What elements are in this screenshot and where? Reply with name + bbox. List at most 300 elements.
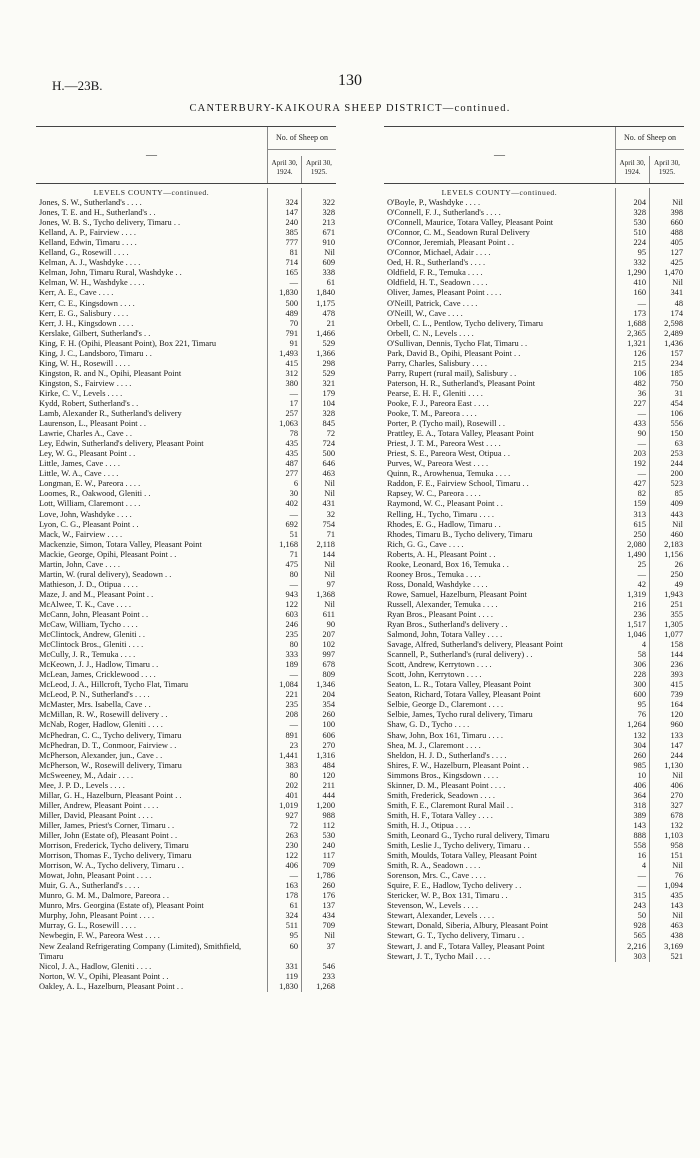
sheep-1925: 321 bbox=[322, 378, 335, 388]
owner-name: Lawrie, Charles A., Cave . . bbox=[36, 429, 268, 439]
owner-name: Pooke, T. M., Pareora . . . . bbox=[384, 409, 616, 419]
sheep-1925: 754 bbox=[322, 519, 335, 529]
sheep-1925: Nil bbox=[672, 278, 683, 288]
owner-name: Little, W. A., Cave . . . . bbox=[36, 469, 268, 479]
sheep-1925: 484 bbox=[322, 760, 335, 770]
sheep-1924: 60 bbox=[268, 942, 302, 962]
sheep-1925: 144 bbox=[322, 549, 335, 559]
header-dash: — bbox=[36, 127, 268, 183]
sheep-1925: 546 bbox=[322, 961, 335, 971]
owner-name: Kerr, C. E., Kingsdown . . . . bbox=[36, 299, 268, 309]
sheep-1924: 208 bbox=[268, 710, 302, 720]
sheep-1925: 3,169 bbox=[664, 941, 683, 951]
owner-name: Rich, G. G., Cave . . . . bbox=[384, 540, 616, 550]
owner-name: Smith, H. J., Otipua . . . . bbox=[384, 821, 616, 831]
sheep-1924: 78 bbox=[268, 429, 302, 439]
sheep-1925: 338 bbox=[322, 268, 335, 278]
owner-name: Scott, John, Kerrytown . . . . bbox=[384, 670, 616, 680]
sheep-1925: 478 bbox=[322, 308, 335, 318]
sheep-1924: 1,046 bbox=[616, 630, 650, 640]
sheep-1924: 427 bbox=[616, 479, 650, 489]
sheep-1924: 192 bbox=[616, 459, 650, 469]
owner-name: Raymond, W. C., Pleasant Point . . bbox=[384, 499, 616, 509]
sheep-1925: 236 bbox=[670, 660, 683, 670]
sheep-1925: 137 bbox=[322, 901, 335, 911]
sheep-1925: 328 bbox=[322, 409, 335, 419]
owner-name: Prattley, E. A., Totara Valley, Pleasant Point bbox=[384, 429, 616, 439]
page-number: 130 bbox=[338, 72, 362, 89]
sheep-1924: 147 bbox=[268, 208, 302, 218]
sheep-1925: 660 bbox=[670, 218, 683, 228]
sheep-1925: 31 bbox=[674, 388, 683, 398]
sheep-1924: 260 bbox=[616, 751, 650, 761]
sheep-1925: 709 bbox=[322, 921, 335, 931]
sheep-1925: 72 bbox=[326, 429, 335, 439]
document-reference: H.—23B. bbox=[52, 78, 103, 93]
sheep-1924: 106 bbox=[616, 369, 650, 379]
sheep-1924: 122 bbox=[268, 600, 302, 610]
sheep-1924: 1,830 bbox=[268, 288, 302, 298]
sheep-1924: 95 bbox=[616, 700, 650, 710]
sheep-1924: 236 bbox=[616, 610, 650, 620]
sheep-1925: 523 bbox=[670, 479, 683, 489]
sheep-1924: 90 bbox=[616, 429, 650, 439]
sheep-1924: 433 bbox=[616, 419, 650, 429]
sheep-1925: 750 bbox=[670, 378, 683, 388]
sheep-1925: Nil bbox=[324, 479, 335, 489]
owner-name: Skinner, D. M., Pleasant Point . . . . bbox=[384, 781, 616, 791]
owner-name: Shea, M. J., Claremont . . . . bbox=[384, 741, 616, 751]
owner-name: Stewart, G. T., Tycho delivery, Timaru . . bbox=[384, 931, 616, 941]
sheep-1924: 985 bbox=[616, 761, 650, 771]
sheep-1925: 120 bbox=[670, 710, 683, 720]
owner-name: Mackenzie, Simon, Totara Valley, Pleasant Point bbox=[36, 540, 268, 550]
owner-name: Kelman, John, Timaru Rural, Washdyke . . bbox=[36, 268, 268, 278]
sheep-1925: 1,470 bbox=[664, 268, 683, 278]
owner-name: Rapsey, W. C., Pareora . . . . bbox=[384, 489, 616, 499]
sheep-1925: 147 bbox=[670, 740, 683, 750]
sheep-1925: 709 bbox=[322, 861, 335, 871]
sheep-1924: 1,490 bbox=[616, 550, 650, 560]
sheep-1925: 443 bbox=[670, 509, 683, 519]
sheep-1924: 435 bbox=[268, 449, 302, 459]
owner-name: McPhedran, C. C., Tycho delivery, Timaru bbox=[36, 731, 268, 741]
sheep-1924: 891 bbox=[268, 731, 302, 741]
owner-name: Kelman, W. H., Washdyke . . . . bbox=[36, 278, 268, 288]
sheep-1924: 530 bbox=[616, 218, 650, 228]
owner-name: Relling, H., Tycho, Timaru . . . . bbox=[384, 510, 616, 520]
sheep-1925: 355 bbox=[670, 609, 683, 619]
sheep-1924: 1,084 bbox=[268, 680, 302, 690]
sheep-1925: 438 bbox=[670, 931, 683, 941]
sheep-1925: 102 bbox=[322, 640, 335, 650]
sheep-1925: 71 bbox=[326, 529, 335, 539]
sheep-1925: 1,466 bbox=[316, 328, 335, 338]
owner-name: Kydd, Robert, Sutherland's . . bbox=[36, 399, 268, 409]
owner-name: Oliver, James, Pleasant Point . . . . bbox=[384, 288, 616, 298]
owner-name: Stericker, W. P., Box 131, Timaru . . bbox=[384, 891, 616, 901]
sheep-1925: 211 bbox=[322, 780, 335, 790]
owner-name: Salmond, John, Totara Valley . . . . bbox=[384, 630, 616, 640]
sheep-1925: 678 bbox=[670, 810, 683, 820]
owner-name: Morrison, Frederick, Tycho delivery, Timaru bbox=[36, 841, 268, 851]
owner-name: King, J. C., Landsboro, Timaru . . bbox=[36, 349, 268, 359]
sheep-1924: 25 bbox=[616, 560, 650, 570]
owner-name: Loomes, R., Oakwood, Gleniti . . bbox=[36, 489, 268, 499]
sheep-1925: 431 bbox=[322, 499, 335, 509]
sheep-1924: — bbox=[616, 299, 650, 309]
sheep-1924: 240 bbox=[268, 218, 302, 228]
sheep-1924: 410 bbox=[616, 278, 650, 288]
sheep-1924: 16 bbox=[616, 851, 650, 861]
section-heading: LEVELS COUNTY—continued. bbox=[36, 188, 268, 198]
sheep-1925: 425 bbox=[670, 258, 683, 268]
table-left bbox=[36, 126, 336, 1154]
owner-name: McLeod, P. N., Sutherland's . . . . bbox=[36, 690, 268, 700]
sheep-1924: 615 bbox=[616, 520, 650, 530]
owner-name: McLean, James, Cricklewood . . . . bbox=[36, 670, 268, 680]
table-right bbox=[384, 126, 684, 1154]
sheep-1925: 127 bbox=[670, 248, 683, 258]
sheep-1924: 163 bbox=[268, 881, 302, 891]
sheep-1925: 244 bbox=[670, 459, 683, 469]
owner-name: Kelman, A. J., Washdyke . . . . bbox=[36, 258, 268, 268]
sheep-1924: 215 bbox=[616, 359, 650, 369]
owner-name: Smith, Moulds, Totara Valley, Pleasant Point bbox=[384, 851, 616, 861]
sheep-1924: 1,168 bbox=[268, 540, 302, 550]
sheep-1925: 37 bbox=[326, 941, 335, 951]
sheep-1925: Nil bbox=[672, 519, 683, 529]
sheep-1924: 2,080 bbox=[616, 540, 650, 550]
owner-name: McLeod, J. A., Hillcroft, Tycho Flat, Timaru bbox=[36, 680, 268, 690]
sheep-1924: 1,290 bbox=[616, 268, 650, 278]
sheep-1925: 1,316 bbox=[316, 750, 335, 760]
sheep-1924: 202 bbox=[268, 781, 302, 791]
sheep-1924: 383 bbox=[268, 761, 302, 771]
rows-right bbox=[384, 198, 684, 962]
sheep-1925: 529 bbox=[322, 338, 335, 348]
owner-name: Kelland, Edwin, Timaru . . . . bbox=[36, 238, 268, 248]
owner-name: Miller, Andrew, Pleasant Point . . . . bbox=[36, 801, 268, 811]
sheep-1924: 928 bbox=[616, 921, 650, 931]
owner-name: Smith, Leslie J., Tycho delivery, Timaru . . bbox=[384, 841, 616, 851]
sheep-1925: 233 bbox=[322, 971, 335, 981]
sheep-1924: 511 bbox=[268, 921, 302, 931]
sheep-1924: 692 bbox=[268, 520, 302, 530]
sheep-1924: 23 bbox=[268, 741, 302, 751]
sheep-1925: 1,175 bbox=[316, 298, 335, 308]
sheep-1924: 277 bbox=[268, 469, 302, 479]
sheep-1924: 943 bbox=[268, 590, 302, 600]
owner-name: Munro, Mrs. Georgina (Estate of), Pleasant Point bbox=[36, 901, 268, 911]
sheep-1925: 97 bbox=[326, 579, 335, 589]
sheep-1925: 1,268 bbox=[316, 981, 335, 991]
sheep-1925: 32 bbox=[326, 509, 335, 519]
sheep-1925: 2,118 bbox=[316, 539, 335, 549]
sheep-1925: 2,489 bbox=[664, 328, 683, 338]
owner-name: Murray, G. L., Rosewill . . . . bbox=[36, 921, 268, 931]
sheep-1925: Nil bbox=[672, 861, 683, 871]
sheep-1924: 1,441 bbox=[268, 751, 302, 761]
sheep-1924: — bbox=[616, 409, 650, 419]
header-year-1924: April 30, 1924. bbox=[268, 156, 302, 183]
sheep-1924: 927 bbox=[268, 811, 302, 821]
sheep-1924: 80 bbox=[268, 771, 302, 781]
owner-name: Stewart, Alexander, Levels . . . . bbox=[384, 911, 616, 921]
sheep-1925: 530 bbox=[322, 831, 335, 840]
sheep-1924: 4 bbox=[616, 861, 650, 871]
owner-name: McCann, John, Pleasant Point . . bbox=[36, 610, 268, 620]
owner-name: Rooney Bros., Temuka . . . . bbox=[384, 570, 616, 580]
owner-name: Smith, F. E., Claremont Rural Mail . . bbox=[384, 801, 616, 811]
owner-name: Shaw, John, Box 161, Timaru . . . . bbox=[384, 731, 616, 741]
owner-name: Orbell, C. L., Pentlow, Tycho delivery, Timaru bbox=[384, 319, 616, 329]
sheep-1925: 611 bbox=[322, 609, 335, 619]
sheep-1924: 603 bbox=[268, 610, 302, 620]
owner-name: King, F. H. (Opihi, Pleasant Point), Box 221, Timaru bbox=[36, 339, 268, 349]
sheep-1924: 95 bbox=[616, 248, 650, 258]
owner-name: Priest, J. T. M., Pareora West . . . . bbox=[384, 439, 616, 449]
owner-name: Oakley, A. L., Hazelburn, Pleasant Point . . bbox=[36, 982, 268, 992]
sheep-1924: 1,063 bbox=[268, 419, 302, 429]
owner-name: Simmons Bros., Kingsdown . . . . bbox=[384, 771, 616, 781]
sheep-1924: 791 bbox=[268, 329, 302, 339]
sheep-1924: — bbox=[268, 580, 302, 590]
sheep-1924: 318 bbox=[616, 801, 650, 811]
sheep-1924: 91 bbox=[268, 339, 302, 349]
sheep-1925: 958 bbox=[670, 841, 683, 851]
sheep-1925: 1,103 bbox=[664, 831, 683, 840]
sheep-1924: — bbox=[616, 439, 650, 449]
sheep-1925: 809 bbox=[322, 670, 335, 680]
sheep-1924: 364 bbox=[616, 791, 650, 801]
sheep-1924: 777 bbox=[268, 238, 302, 248]
sheep-1924: 331 bbox=[268, 962, 302, 972]
sheep-1925: 646 bbox=[322, 459, 335, 469]
owner-name: Rhodes, E. G., Hadlow, Timaru . . bbox=[384, 520, 616, 530]
sheep-1924: 159 bbox=[616, 499, 650, 509]
owner-name: Oldfield, F. R., Temuka . . . . bbox=[384, 268, 616, 278]
sheep-1925: 678 bbox=[322, 660, 335, 670]
owner-name: Mowat, John, Pleasant Point . . . . bbox=[36, 871, 268, 881]
sheep-1925: Nil bbox=[672, 770, 683, 780]
owner-name: McClintock Bros., Gleniti . . . . bbox=[36, 640, 268, 650]
sheep-1924: 250 bbox=[616, 530, 650, 540]
sheep-1925: Nil bbox=[324, 559, 335, 569]
sheep-1924: 263 bbox=[268, 831, 302, 841]
sheep-1925: 150 bbox=[670, 429, 683, 439]
owner-name: Miller, John (Estate of), Pleasant Point . . bbox=[36, 831, 268, 841]
owner-name: Kingston, R. and N., Opihi, Pleasant Point bbox=[36, 369, 268, 379]
sheep-1925: Nil bbox=[324, 248, 335, 258]
sheep-1925: 2,598 bbox=[664, 318, 683, 328]
owner-name: Paterson, H. R., Sutherland's, Pleasant Point bbox=[384, 379, 616, 389]
owner-name: Sheldon, H. J. D., Sutherland's . . . . bbox=[384, 751, 616, 761]
sheep-1925: 234 bbox=[670, 358, 683, 368]
sheep-1924: 435 bbox=[268, 439, 302, 449]
sheep-1924: 30 bbox=[268, 489, 302, 499]
owner-name: Ley, W. G., Pleasant Point . . bbox=[36, 449, 268, 459]
sheep-1924: 482 bbox=[616, 379, 650, 389]
sheep-1924: 1,321 bbox=[616, 339, 650, 349]
owner-name: Mackie, George, Opihi, Pleasant Point . . bbox=[36, 550, 268, 560]
sheep-1925: Nil bbox=[672, 911, 683, 921]
owner-name: McNab, Roger, Hadlow, Gleniti . . . . bbox=[36, 720, 268, 730]
owner-name: Mack, W., Fairview . . . . bbox=[36, 530, 268, 540]
sheep-1925: 1,346 bbox=[316, 680, 335, 690]
sheep-1924: 312 bbox=[268, 369, 302, 379]
owner-name: Smith, H. F., Totara Valley . . . . bbox=[384, 811, 616, 821]
owner-name: Kerr, E. G., Salisbury . . . . bbox=[36, 309, 268, 319]
owner-name: Rhodes, Timaru B., Tycho delivery, Timaru bbox=[384, 530, 616, 540]
sheep-1925: 151 bbox=[670, 851, 683, 861]
sheep-1925: 988 bbox=[322, 810, 335, 820]
sheep-1925: 63 bbox=[674, 439, 683, 449]
sheep-1925: 157 bbox=[670, 348, 683, 358]
sheep-1925: 1,077 bbox=[664, 630, 683, 640]
owner-name: Kelland, G., Rosewill . . . . bbox=[36, 248, 268, 258]
sheep-1924: 324 bbox=[268, 198, 302, 208]
sheep-1924: 72 bbox=[268, 821, 302, 831]
sheep-1925: 204 bbox=[322, 690, 335, 700]
sheep-1924: 143 bbox=[616, 821, 650, 831]
sheep-1925: 76 bbox=[674, 871, 683, 881]
sheep-1925: 671 bbox=[322, 228, 335, 238]
sheep-1924: 500 bbox=[268, 299, 302, 309]
owner-name: Lyon, C. G., Pleasant Point . . bbox=[36, 520, 268, 530]
sheep-1925: 158 bbox=[670, 640, 683, 650]
sheep-1924: 81 bbox=[268, 248, 302, 258]
sheep-1925: 21 bbox=[326, 318, 335, 328]
owner-name: Stewart, Donald, Siberia, Albury, Pleasant Point bbox=[384, 921, 616, 931]
owner-name: Kingston, S., Fairview . . . . bbox=[36, 379, 268, 389]
owner-name: O'Connor, Jeremiah, Pleasant Point . . bbox=[384, 238, 616, 248]
sheep-1925: 739 bbox=[670, 690, 683, 700]
table-body bbox=[384, 184, 684, 962]
owner-name: Kerslake, Gilbert, Sutherland's . . bbox=[36, 329, 268, 339]
owner-name: McClintock, Andrew, Gleniti . . bbox=[36, 630, 268, 640]
owner-name: O'Connell, F. J., Sutherland's . . . . bbox=[384, 208, 616, 218]
sheep-1925: 207 bbox=[322, 630, 335, 640]
sheep-1924: 304 bbox=[616, 741, 650, 751]
sheep-1924: 257 bbox=[268, 409, 302, 419]
sheep-1925: 1,436 bbox=[664, 338, 683, 348]
sheep-1925: Nil bbox=[324, 489, 335, 499]
owner-name: McPherson, W., Rosewill delivery, Timaru bbox=[36, 761, 268, 771]
owner-name: O'Sullivan, Dennis, Tycho Flat, Timaru . . bbox=[384, 339, 616, 349]
sheep-1924: 380 bbox=[268, 379, 302, 389]
owner-name: Smith, R. A., Seadown . . . . bbox=[384, 861, 616, 871]
sheep-1924: 51 bbox=[268, 530, 302, 540]
sheep-1925: 144 bbox=[670, 650, 683, 660]
sheep-1925: 48 bbox=[674, 298, 683, 308]
owner-name: McCaw, William, Tycho . . . . bbox=[36, 620, 268, 630]
sheep-1924: 76 bbox=[616, 710, 650, 720]
sheep-1925: 1,094 bbox=[664, 881, 683, 891]
sheep-1925: Nil bbox=[324, 599, 335, 609]
sheep-1924: 306 bbox=[616, 660, 650, 670]
sheep-1924: 80 bbox=[268, 640, 302, 650]
owner-name: Miller, David, Pleasant Point . . . . bbox=[36, 811, 268, 821]
owner-name: Rooke, Leonard, Box 16, Temuka . . bbox=[384, 560, 616, 570]
sheep-1924: 10 bbox=[616, 771, 650, 781]
sheep-1925: 1,840 bbox=[316, 288, 335, 298]
sheep-1924: 189 bbox=[268, 660, 302, 670]
owner-name: Stewart, J. T., Tycho Mail . . . . bbox=[384, 952, 616, 962]
owner-name: O'Connell, Maurice, Totara Valley, Pleasant Point bbox=[384, 218, 616, 228]
sheep-1925: 120 bbox=[322, 770, 335, 780]
sheep-1925: 244 bbox=[670, 750, 683, 760]
sheep-1924: 6 bbox=[268, 479, 302, 489]
sheep-1924: — bbox=[616, 469, 650, 479]
sheep-1925: 1,368 bbox=[316, 589, 335, 599]
owner-name: Munro, G. M. M., Dalmore, Pareora . . bbox=[36, 891, 268, 901]
sheep-1925: 133 bbox=[670, 730, 683, 740]
sheep-1924: 2,365 bbox=[616, 329, 650, 339]
sheep-1924: 50 bbox=[616, 911, 650, 921]
sheep-1924: 401 bbox=[268, 791, 302, 801]
sheep-1925: 112 bbox=[322, 820, 335, 830]
owner-name: Jones, T. E. and H., Sutherland's . . bbox=[36, 208, 268, 218]
sheep-1925: 322 bbox=[322, 198, 335, 208]
sheep-1925: 398 bbox=[670, 208, 683, 218]
owner-name: Miller, James, Priest's Corner, Timaru . . bbox=[36, 821, 268, 831]
sheep-1924: — bbox=[616, 871, 650, 881]
owner-name: Rowe, Samuel, Hazelburn, Pleasant Point bbox=[384, 590, 616, 600]
sheep-1924: — bbox=[268, 670, 302, 680]
sheep-1925: 556 bbox=[670, 419, 683, 429]
owner-name: McSweeney, M., Adair . . . . bbox=[36, 771, 268, 781]
owner-name: Selbie, George D., Claremont . . . . bbox=[384, 700, 616, 710]
owner-name: Oed, H. R., Sutherland's . . . . bbox=[384, 258, 616, 268]
header-group-label: No. of Sheep on bbox=[268, 127, 336, 150]
sheep-1924: 406 bbox=[268, 861, 302, 871]
owner-name: Selbie, James, Tycho rural delivery, Timaru bbox=[384, 710, 616, 720]
sheep-1925: 1,305 bbox=[664, 620, 683, 630]
sheep-1925: 200 bbox=[670, 469, 683, 479]
sheep-1924: 1,019 bbox=[268, 801, 302, 811]
sheep-1924: — bbox=[616, 570, 650, 580]
sheep-1924: 303 bbox=[616, 952, 650, 962]
sheep-1925: 1,786 bbox=[316, 871, 335, 881]
sheep-1925: 521 bbox=[670, 951, 683, 961]
owner-name: Oldfield, H. T., Seadown . . . . bbox=[384, 278, 616, 288]
owner-name: Seaton, L. R., Totara Valley, Pleasant Point bbox=[384, 680, 616, 690]
owner-name: Newbegin, F. W., Pareora West . . . . bbox=[36, 931, 268, 941]
table-header bbox=[384, 126, 684, 184]
owner-name: Kerr, A. E., Cave . . . . bbox=[36, 288, 268, 298]
owner-name: Scott, Andrew, Kerrytown . . . . bbox=[384, 660, 616, 670]
page-title: CANTERBURY-KAIKOURA SHEEP DISTRICT—continued. bbox=[189, 103, 511, 114]
sheep-1924: 204 bbox=[616, 198, 650, 208]
owner-name: Purves, W., Pareora West . . . . bbox=[384, 459, 616, 469]
sheep-1924: 243 bbox=[616, 901, 650, 911]
sheep-1924: — bbox=[616, 881, 650, 891]
sheep-1925: 500 bbox=[322, 449, 335, 459]
sheep-1924: 1,493 bbox=[268, 349, 302, 359]
sheep-1925: 463 bbox=[670, 921, 683, 931]
sheep-1925: 1,200 bbox=[316, 800, 335, 810]
sheep-1924: 600 bbox=[616, 690, 650, 700]
sheep-1924: 475 bbox=[268, 560, 302, 570]
sheep-1924: 4 bbox=[616, 640, 650, 650]
owner-name: Seaton, Richard, Totara Valley, Pleasant Point bbox=[384, 690, 616, 700]
sheep-1924: 224 bbox=[616, 238, 650, 248]
sheep-1925: 444 bbox=[322, 790, 335, 800]
owner-name: Kerr, J. H., Kingsdown . . . . bbox=[36, 319, 268, 329]
sheep-1924: 173 bbox=[616, 309, 650, 319]
sheep-1924: 178 bbox=[268, 891, 302, 901]
